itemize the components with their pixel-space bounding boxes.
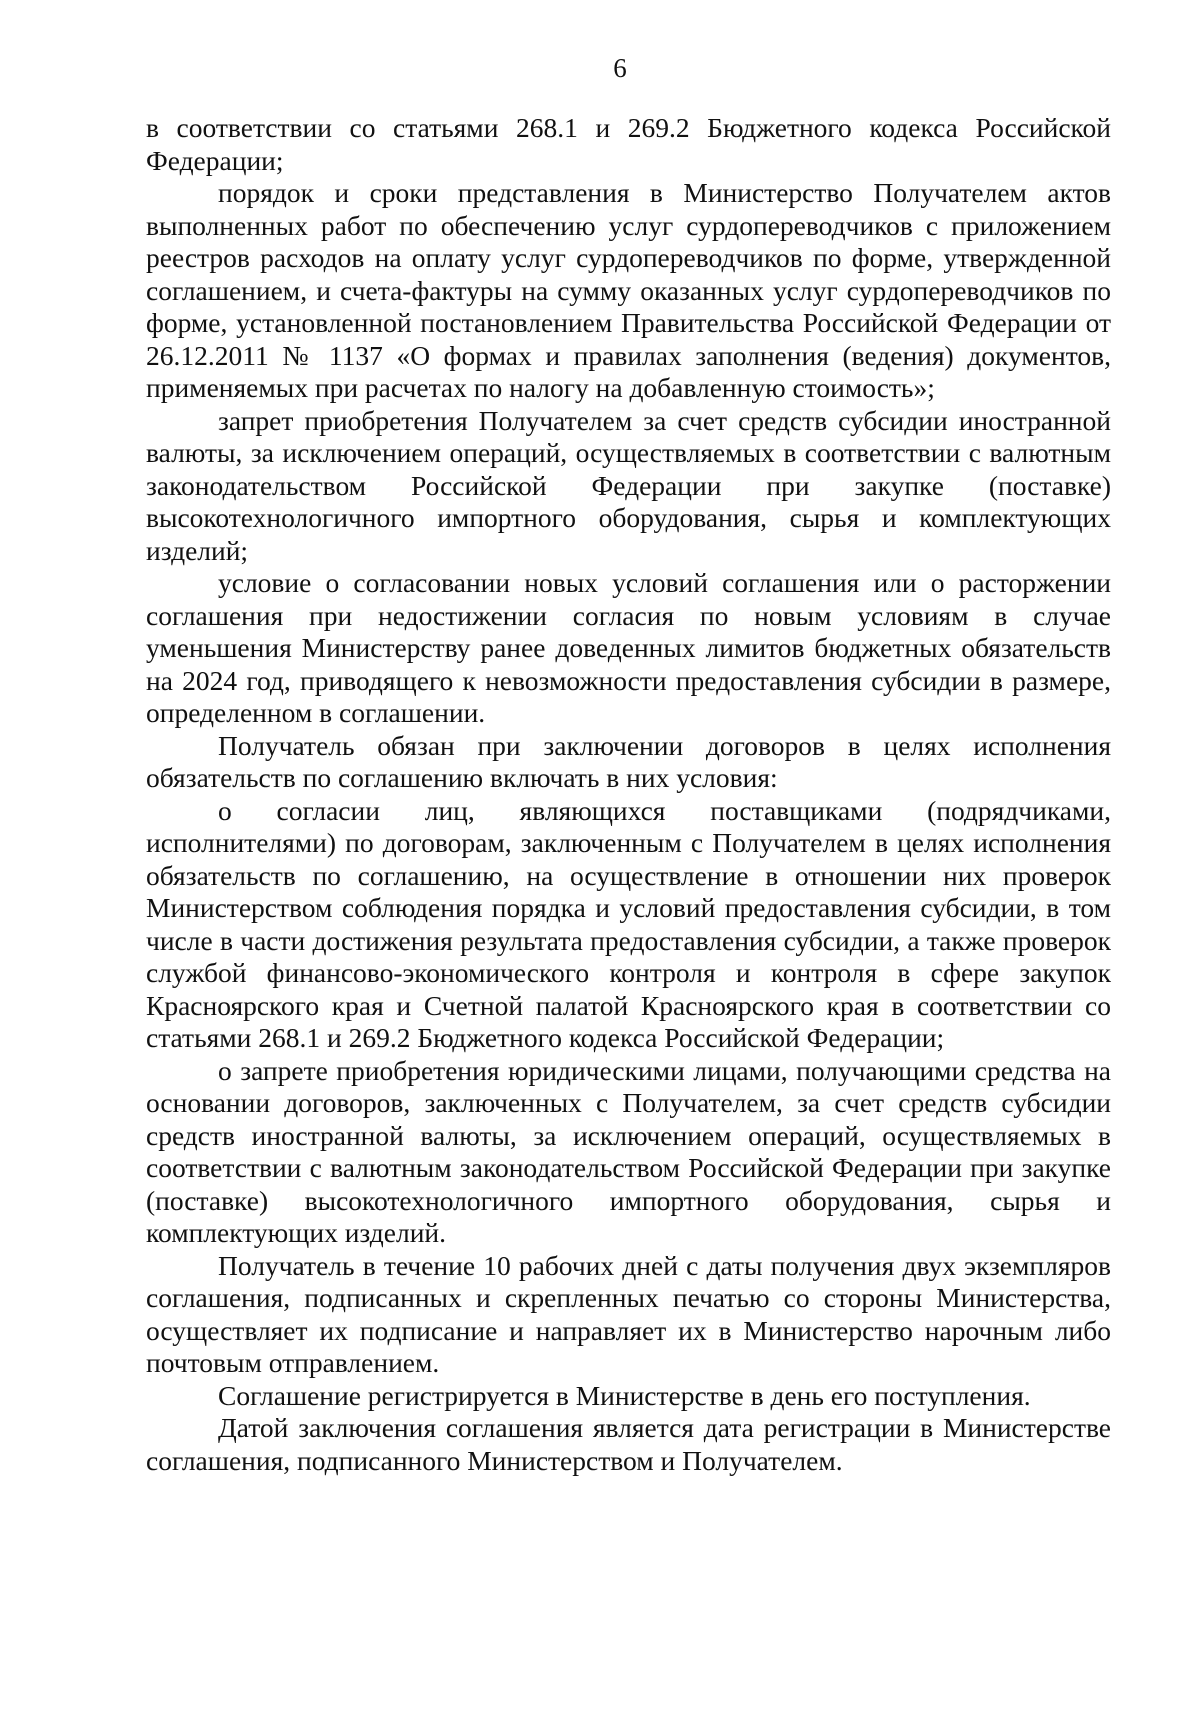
paragraph-8: Получатель в течение 10 рабочих дней с даты получения двух экземпляров соглашения, подписанных и скрепленных печатью со стороны Министерства, осуществляет их подписание и направляет их в Министерство нарочным либо почтовым отправлением.: [146, 1249, 1111, 1378]
paragraph-4: условие о согласовании новых условий соглашения или о расторжении соглашения при недостижении согласия по новым условиям в случае уменьшения Министерству ранее доведенных лимитов бюджетных обязательств на 2024 год, приводящего к невозможности предоставления субсидии в размере, определенном в соглашении.: [146, 567, 1111, 728]
paragraph-6: о согласии лиц, являющихся поставщиками (подрядчиками, исполнителями) по договорам, заключенным с Получателем в целях исполнения обязательств по соглашению, на осуществление в отношении них проверок Министерством соблюдения порядка и условий предоставления субсидии, в том числе в части достижения результата предоставления субсидии, а также проверок службой финансово-экономического контроля и контроля в сфере закупок Красноярского края и Счетной палатой Красноярского края в соответствии со статьями 268.1 и 269.2 Бюджетного кодекса Российской Федерации;: [146, 794, 1111, 1053]
paragraph-10: Датой заключения соглашения является дата регистрации в Министерстве соглашения, подписанного Министерством и Получателем.: [146, 1412, 1111, 1476]
paragraph-7: о запрете приобретения юридическими лицами, получающими средства на основании договоров, заключенных с Получателем, за счет средств субсидии средств иностранной валюты, за исключением операций, осуществляемых в соответствии с валютным законодательством Российской Федерации при закупке (поставке) высокотехнологичного импортного оборудования, сырья и комплектующих изделий.: [146, 1054, 1111, 1248]
paragraph-9: Соглашение регистрируется в Министерстве в день его поступления.: [218, 1379, 1031, 1411]
paragraph-2: порядок и сроки представления в Министерство Получателем актов выполненных работ по обеспечению услуг сурдопереводчиков с приложением реестров расходов на оплату услуг сурдопереводчиков по форме, утвержденной соглашением, и счета-фактуры на сумму оказанных услуг сурдопереводчиков по форме, установленной постановлением Правительства Российской Федерации от 26.12.2011 № 1137 «О формах и правилах заполнения (ведения) документов, применяемых при расчетах по налогу на добавленную стоимость»;: [146, 177, 1111, 403]
paragraph-3: запрет приобретения Получателем за счет средств субсидии иностранной валюты, за исключением операций, осуществляемых в соответствии с валютным законодательством Российской Федерации при закупке (поставке) высокотехнологичного импортного оборудования, сырья и комплектующих изделий;: [146, 404, 1111, 566]
page-number: 6: [613, 53, 627, 83]
document-body: [146, 112, 1111, 1477]
paragraph-5: Получатель обязан при заключении договоров в целях исполнения обязательств по соглашению включать в них условия:: [146, 729, 1111, 793]
paragraph-1: в соответствии со статьями 268.1 и 269.2 Бюджетного кодекса Российской Федерации;: [146, 112, 1111, 176]
